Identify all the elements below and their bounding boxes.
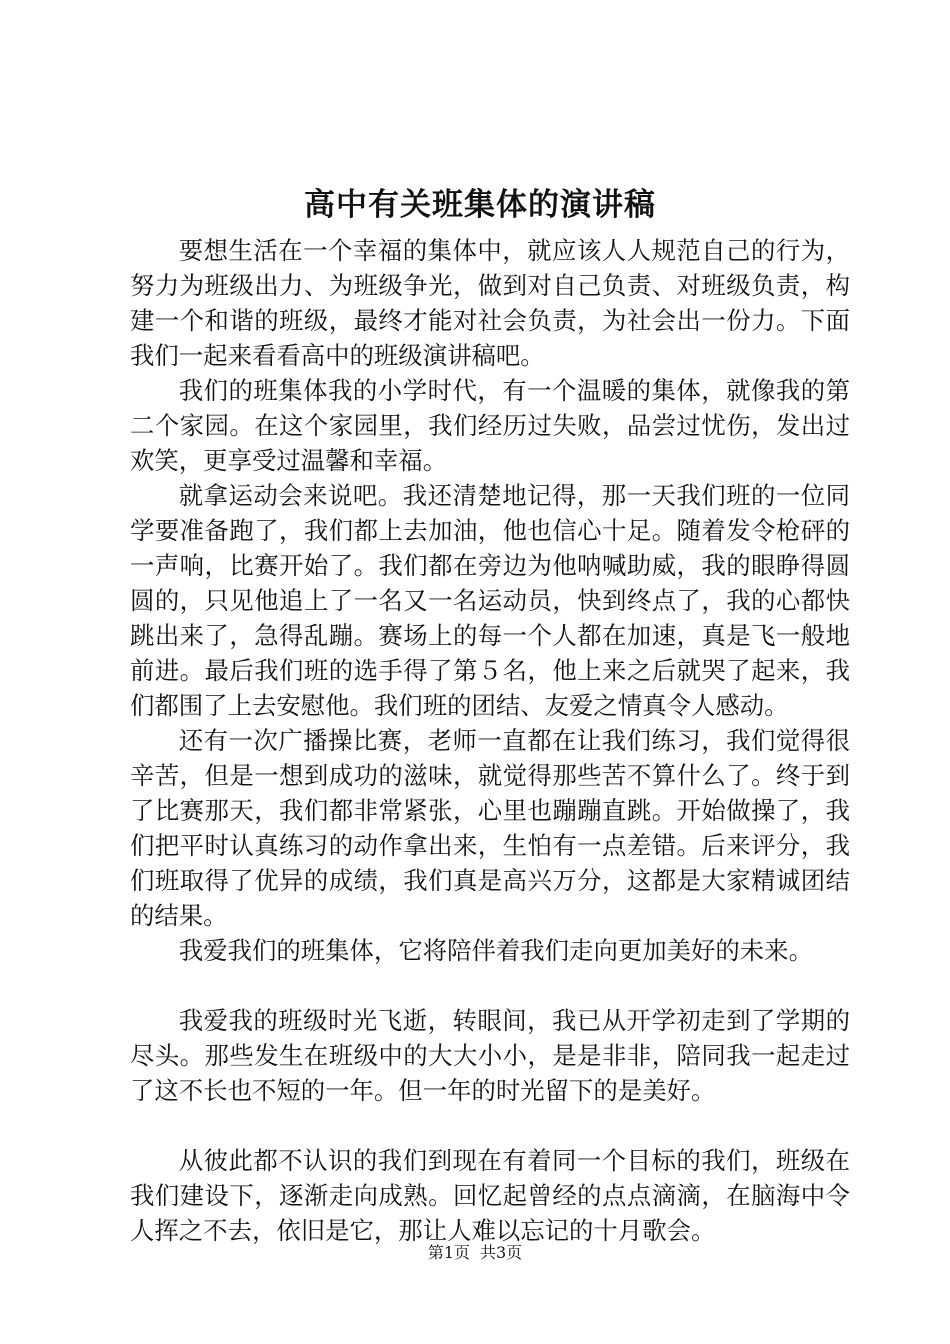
paragraph-my-class: 我爱我的班级时光飞逝，转眼间，我已从开学初走到了学期的尽头。那些发生在班级中的大大小小，是是非非，陪同我一起走过了这不长也不短的一年。但一年的时光留下的是美好。 xyxy=(130,1006,850,1105)
paragraph-october-song: 从彼此都不认识的我们到现在有着同一个目标的我们，班级在我们建设下，逐渐走向成熟。回忆起曾经的点点滴滴，在脑海中令人挥之不去，依旧是它，那让人难以忘记的十月歌会。 xyxy=(130,1146,850,1245)
paragraph-closing: 我爱我们的班集体，它将陪伴着我们走向更加美好的未来。 xyxy=(178,936,813,965)
paragraph-sports-meet: 就拿运动会来说吧。我还清楚地记得，那一天我们班的一位同学要准备跑了，我们都上去加油，他也信心十足。随着发令枪砰的一声响，比赛开始了。我们都在旁边为他呐喊助威，我的眼睁得圆圆的，只见他追上了一名又一名运动员，快到终点了，我的心都快跳出来了，急得乱蹦。赛场上的每一个人都在加速，真是飞一般地前进。最后我们班的选手得了第５名，他上来之后就哭了起来，我们都围了上去安慰他。我们班的团结、友爱之情真令人感动。 xyxy=(130,481,850,720)
paragraph-intro: 要想生活在一个幸福的集体中，就应该人人规范自己的行为，努力为班级出力、为班级争光，做到对自己负责、对班级负责，构建一个和谐的班级，最终才能对社会负责，为社会出一份力。下面我们一起来看看高中的班级演讲稿吧。 xyxy=(130,236,850,370)
page-number-total: 共3页 xyxy=(480,1243,523,1262)
page-number-current: 第1页 xyxy=(427,1243,470,1262)
page-footer xyxy=(0,1243,950,1263)
paragraph-class-home: 我们的班集体我的小学时代，有一个温暖的集体，就像我的第二个家园。在这个家园里，我们经历过失败，品尝过忧伤，发出过欢笑，更享受过温馨和幸福。 xyxy=(130,376,850,475)
document-body xyxy=(130,233,850,1248)
paragraph-broadcast-exercise: 还有一次广播操比赛，老师一直都在让我们练习，我们觉得很辛苦，但是一想到成功的滋味，就觉得那些苦不算什么了。终于到了比赛那天，我们都非常紧张，心里也蹦蹦直跳。开始做操了，我们把平时认真练习的动作拿出来，生怕有一点差错。后来评分，我们班取得了优异的成绩，我们真是高兴万分，这都是大家精诚团结的结果。 xyxy=(130,726,850,930)
document-title: 高中有关班集体的演讲稿 xyxy=(304,187,656,223)
